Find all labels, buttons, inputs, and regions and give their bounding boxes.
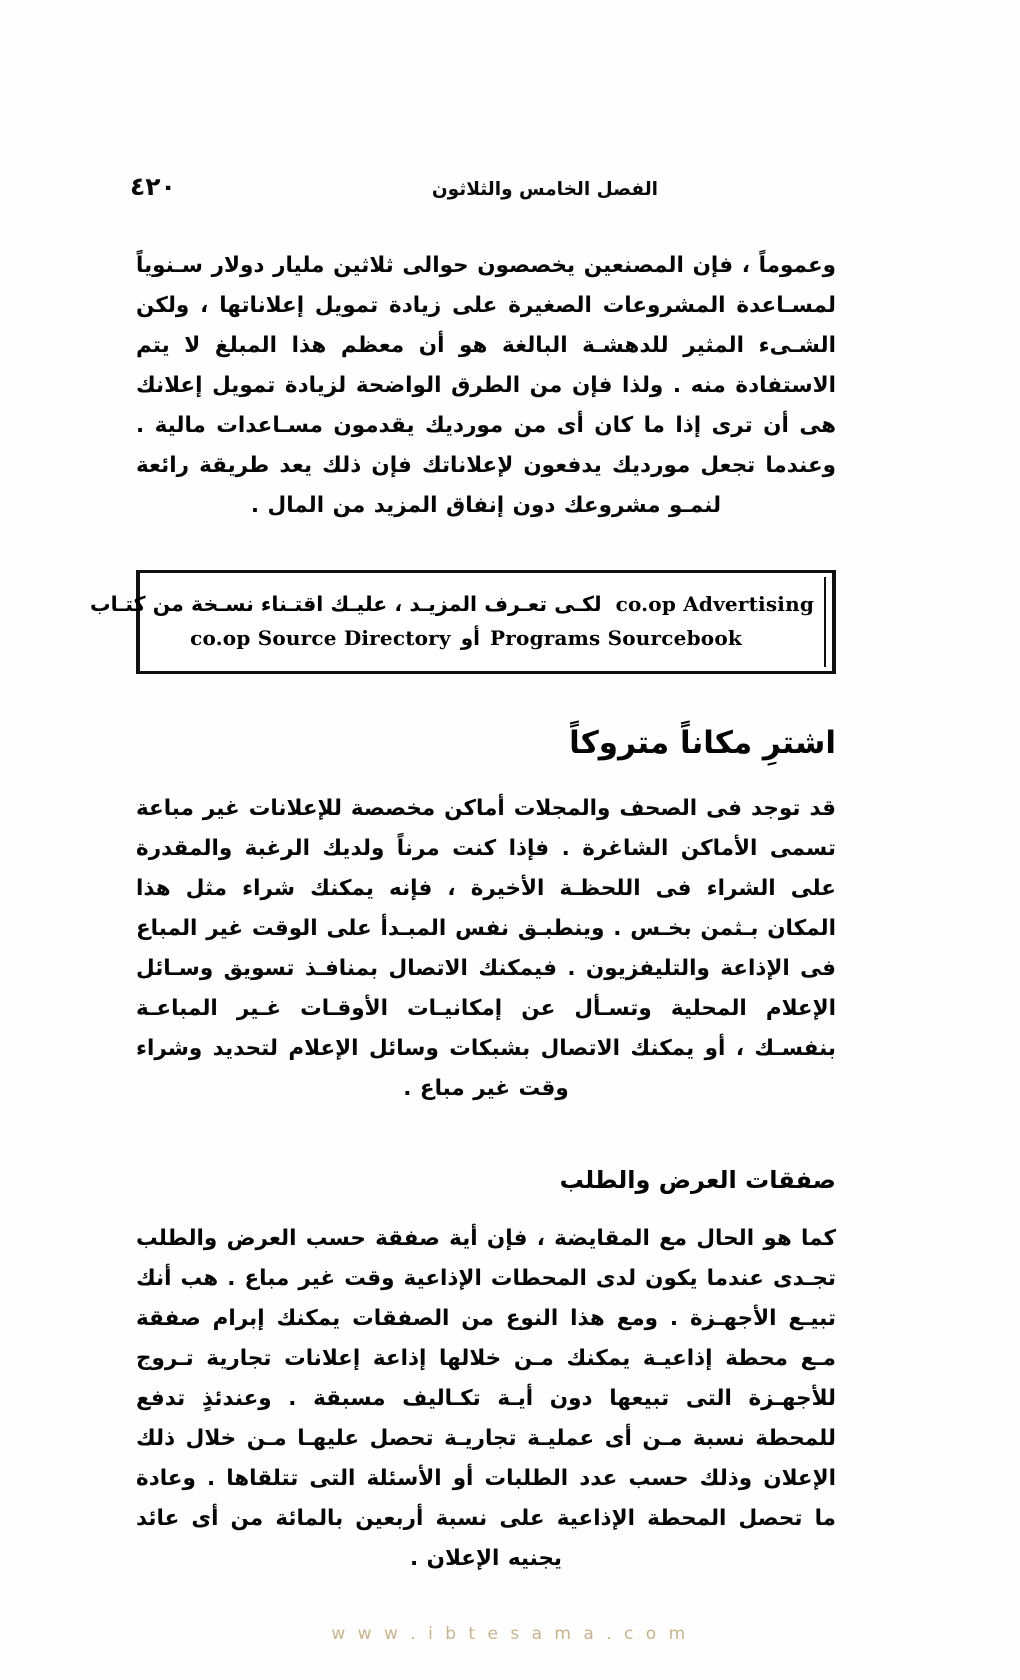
callout-line-2 xyxy=(158,621,814,655)
callout-conjunction: أو xyxy=(460,626,481,650)
callout-line-1 xyxy=(90,587,814,621)
body-paragraph-1: وعموماً ، فإن المصنعين يخصصون حوالى ثلاثين مليار دولار سـنوياً لمسـاعدة المشروعات الصغيرة على زيادة تمويل إعلاناتها ، ولكن الشـىء المثير للدهشـة البالغة هو أن معظم هذا المبلغ لا يتم الاستفادة منه . ولذا فإن من الطرق الواضحة لزيادة تمويل إعلانك هى أن ترى إذا ما كان أى من مورديك يقدمون مسـاعدات مالية . وعندما تجعل مورديك يدفعون لإعلاناتك فإن ذلك يعد طريقة رائعة لنمـو مشروعك دون إنفاق المزيد من المال . xyxy=(136,253,836,518)
callout-arabic-lead: لكـى تعـرف المزيـد ، عليـك اقتـناء نسـخة من كتـاب xyxy=(90,592,602,616)
body-paragraph-2: قد توجد فى الصحف والمجلات أماكن مخصصة للإعلانات غير مباعة تسمى الأماكن الشاغرة . فإذا كنت مرناً ولديك الرغبة والمقدرة على الشراء فى اللحظـة الأخيرة ، فإنه يمكنك شراء مثل هذا المكان بـثمن بخـس . وينطبـق نفس المبـدأ على الوقت غير المباع فى الإذاعة والتليفزيون . فيمكنك الاتصال بمنافـذ تسويق وسـائل الإعلام المحلية وتسـأل عن إمكانيـات الأوقـات غـير المباعـة بنفسـك ، أو يمكنك الاتصال بشبكات وسائل الإعلام لتحديد وشراء وقت غير مباع . xyxy=(136,795,836,1101)
running-head xyxy=(130,172,890,206)
section-heading-buy-remnant-space: اشترِ مكاناً متروكاً xyxy=(569,725,836,761)
body-paragraph-3: كما هو الحال مع المقايضة ، فإن أية صفقة حسب العرض والطلب تجـدى عندما يكون لدى المحطات الإذاعية وقت غير مباع . هب أنك تبيـع الأجهـزة . ومع هذا النوع من الصفقات يمكنك إبرام صفقة مـع محطة إذاعيـة يمكنك مـن خلالها إذاعة إعلانات تجارية تـروج للأجهـزة التى تبيعها دون أيـة تكـاليف مسبقة . وعندئذٍ تدفع للمحطة نسبة مـن أى عمليـة تجاريـة تحصل عليهـا مـن خلال ذلك الإعلان وذلك حسب عدد الطلبات أو الأسئلة التى تتلقاها . وعادة ما تحصل المحطة الإذاعية على نسبة أربعين بالمائة من أى عائد يجنيه الإعلان . xyxy=(136,1225,836,1571)
callout-box xyxy=(90,570,836,674)
running-head-chapter-title: الفصل الخامس والثلاثون xyxy=(431,179,658,200)
page-number: ٤٢٠ xyxy=(130,172,176,201)
section-heading-per-inquiry-deals: صفقات العرض والطلب xyxy=(559,1165,836,1194)
footer-watermark: w w w . i b t e s a m a . c o m xyxy=(331,1624,689,1644)
callout-english-title-3: Programs Sourcebook xyxy=(490,626,742,650)
callout-english-title-2: co.op Source Directory xyxy=(190,626,451,650)
callout-english-title-1: co.op Advertising xyxy=(615,592,814,616)
page-content xyxy=(90,246,836,1579)
